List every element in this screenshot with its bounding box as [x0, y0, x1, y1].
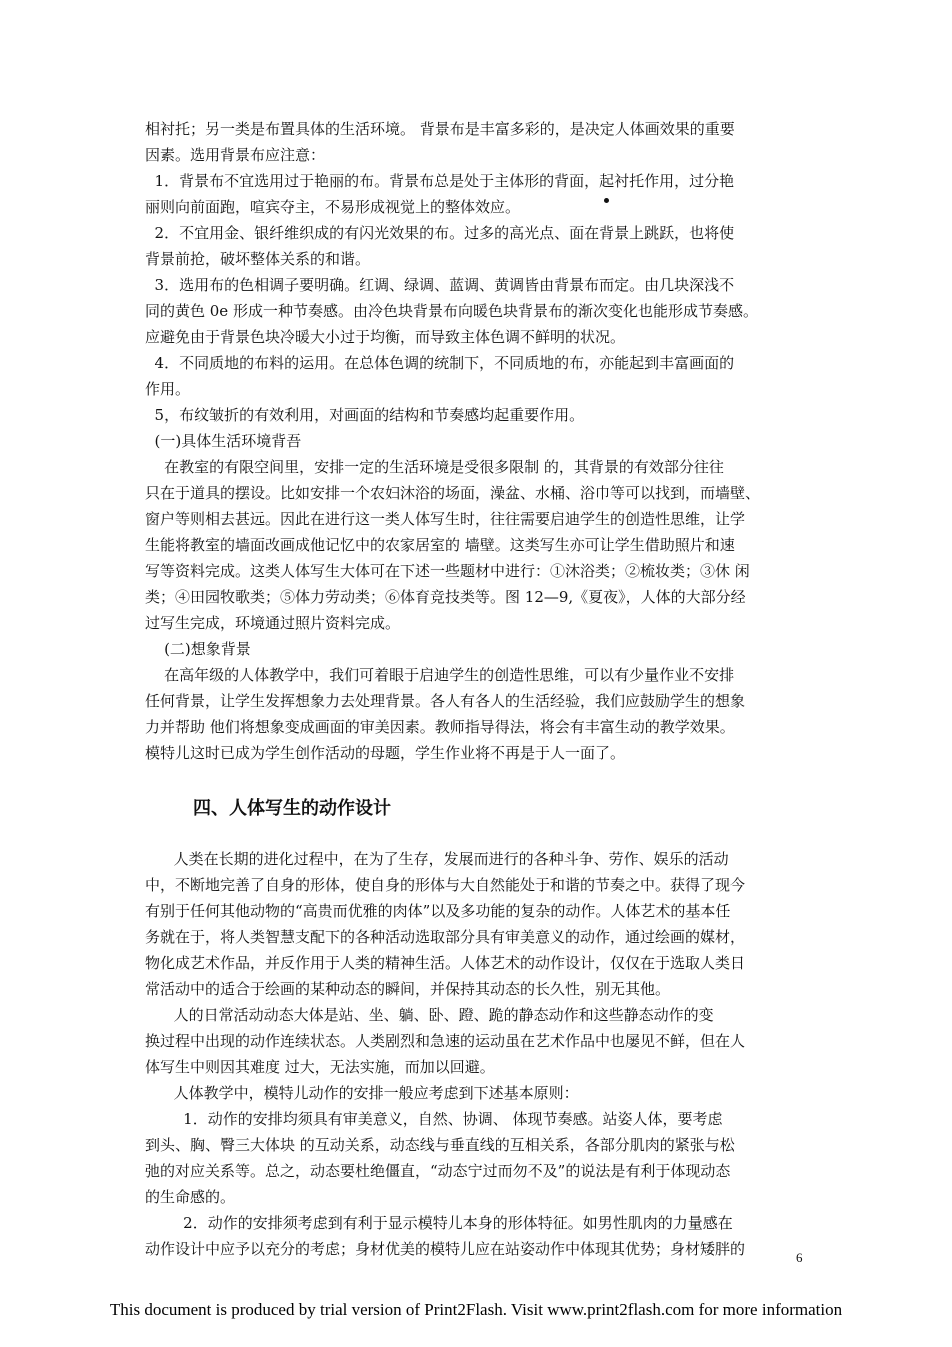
text-line: 类；④田园牧歌类；⑤体力劳动类；⑥体育竞技类等。图 12—9,《夏夜》，人体的大部分经: [145, 588, 746, 606]
text-line: 任何背景，让学生发挥想象力去处理背景。各人有各人的生活经验，我们应鼓励学生的想象: [145, 692, 746, 710]
stray-bullet-dot: [604, 198, 609, 203]
text-line: 只在于道具的摆设。比如安排一个农妇沐浴的场面，澡盆、水桶、浴巾等可以找到，而墙壁、: [145, 484, 761, 502]
text-line: 1．动作的安排均须具有审美意义，自然、协调、 体现节奏感。站姿人体，要考虑: [145, 1110, 723, 1128]
text-line: 生能将教室的墙面改画成他记忆中的农家居室的 墙壁。这类写生亦可让学生借助照片和速: [145, 536, 735, 554]
text-line: 模特儿这时已成为学生创作活动的母题，学生作业将不再是于人一面了。: [145, 744, 626, 762]
text-line: 作用。: [145, 380, 191, 398]
text-line: 人的日常活动动态大体是站、坐、躺、卧、蹬、跪的静态动作和这些静态动作的变: [145, 1006, 714, 1024]
text-line: 2．不宜用金、银纤维织成的有闪光效果的布。过多的高光点、面在背景上跳跃，也将使: [145, 224, 735, 242]
text-line: 人类在长期的进化过程中，在为了生存，发展而进行的各种斗争、劳作、娱乐的活动: [145, 850, 729, 868]
text-line: 应避免由于背景色块冷暖大小过于均衡，而导致主体色调不鲜明的状况。: [145, 328, 626, 346]
text-line: 1．背景布不宜选用过于艳丽的布。背景布总是处于主体形的背面，起衬托作用，过分艳: [145, 172, 735, 190]
text-line: 3．选用布的色相调子要明确。红调、绿调、蓝调、黄调皆由背景布而定。由几块深浅不: [145, 276, 735, 294]
text-line: 过写生完成，环境通过照片资料完成。: [145, 614, 401, 632]
section-heading: 四、人体写生的动作设计: [193, 798, 391, 819]
text-line: 4．不同质地的布料的运用。在总体色调的统制下，不同质地的布，亦能起到丰富画面的: [145, 354, 735, 372]
text-line: 常活动中的适合于绘画的某种动态的瞬间，并保持其动态的长久性，别无其他。: [145, 980, 671, 998]
page-number: 6: [796, 1250, 803, 1265]
text-line: 5，布纹皱折的有效利用，对画面的结构和节奏感均起重要作用。: [145, 406, 585, 424]
text-line: 人体教学中，模特儿动作的安排一般应考虑到下述基本原则：: [145, 1084, 579, 1102]
text-line: 体写生中则因其难度 过大，无法实施，而加以回避。: [145, 1058, 495, 1076]
text-line: 弛的对应关系等。总之，动态要杜绝僵直，“动态宁过而勿不及”的说法是有利于体现动态: [145, 1162, 731, 1180]
text-line: 同的黄色 0e 形成一种节奏感。由冷色块背景布向暖色块背景布的渐次变化也能形成节奏感。: [145, 302, 758, 320]
text-line: 丽则向前面跑，喧宾夺主，不易形成视觉上的整体效应。: [145, 198, 521, 216]
text-line: 到头、胸、臀三大体块 的互动关系，动态线与垂直线的互相关系，各部分肌肉的紧张与松: [145, 1136, 735, 1154]
text-line: 物化成艺术作品，并反作用于人类的精神生活。人体艺术的动作设计，仅仅在于选取人类日: [145, 954, 746, 972]
text-line: 窗户等则相去甚远。因此在进行这一类人体写生时，往往需要启迪学生的创造性思维，让学: [145, 510, 746, 528]
text-line: 中，不断地完善了自身的形体，使自身的形体与大自然能处于和谐的节奏之中。获得了现今: [145, 876, 746, 894]
text-line: 务就在于，将人类智慧支配下的各种活动选取部分具有审美意义的动作，通过绘画的媒材，: [145, 928, 746, 946]
text-line: 在教室的有限空间里，安排一定的生活环境是受很多限制 的，其背景的有效部分往往: [145, 458, 724, 476]
text-line: 的生命感的。: [145, 1188, 236, 1206]
text-line: 在高年级的人体教学中，我们可着眼于启迪学生的创造性思维，可以有少量作业不安排: [145, 666, 735, 684]
text-line: 相衬托；另一类是布置具体的生活环境。 背景布是丰富多彩的，是决定人体画效果的重要: [145, 120, 735, 138]
text-line: 换过程中出现的动作连续状态。人类剧烈和急速的运动虽在艺术作品中也屡见不鲜，但在人: [145, 1032, 746, 1050]
text-line: 因素。选用背景布应注意：: [145, 146, 326, 164]
text-line: 力并帮助 他们将想象变成画面的审美因素。教师指导得法，将会有丰富生动的教学效果。: [145, 718, 735, 736]
text-line: 动作设计中应予以充分的考虑；身材优美的模特儿应在站姿动作中体现其优势；身材矮胖的: [145, 1240, 746, 1258]
subsection-heading: (一)具体生活环境背吾: [145, 432, 302, 450]
text-line: 有别于任何其他动物的“高贵而优雅的肉体”以及多功能的复杂的动作。人体艺术的基本任: [145, 902, 731, 920]
text-line: 写等资料完成。这类人体写生大体可在下述一些题材中进行：①沐浴类；②梳妆类；③休 闲: [145, 562, 750, 580]
trial-version-footer: This document is produced by trial version of Print2Flash. Visit www.print2flash.com for more information: [109, 1300, 843, 1319]
subsection-heading: (二)想象背景: [145, 640, 251, 658]
text-line: 背景前抢，破坏整体关系的和谐。: [145, 250, 371, 268]
text-line: 2．动作的安排须考虑到有利于显示模特儿本身的形体特征。如男性肌肉的力量感在: [145, 1214, 733, 1232]
